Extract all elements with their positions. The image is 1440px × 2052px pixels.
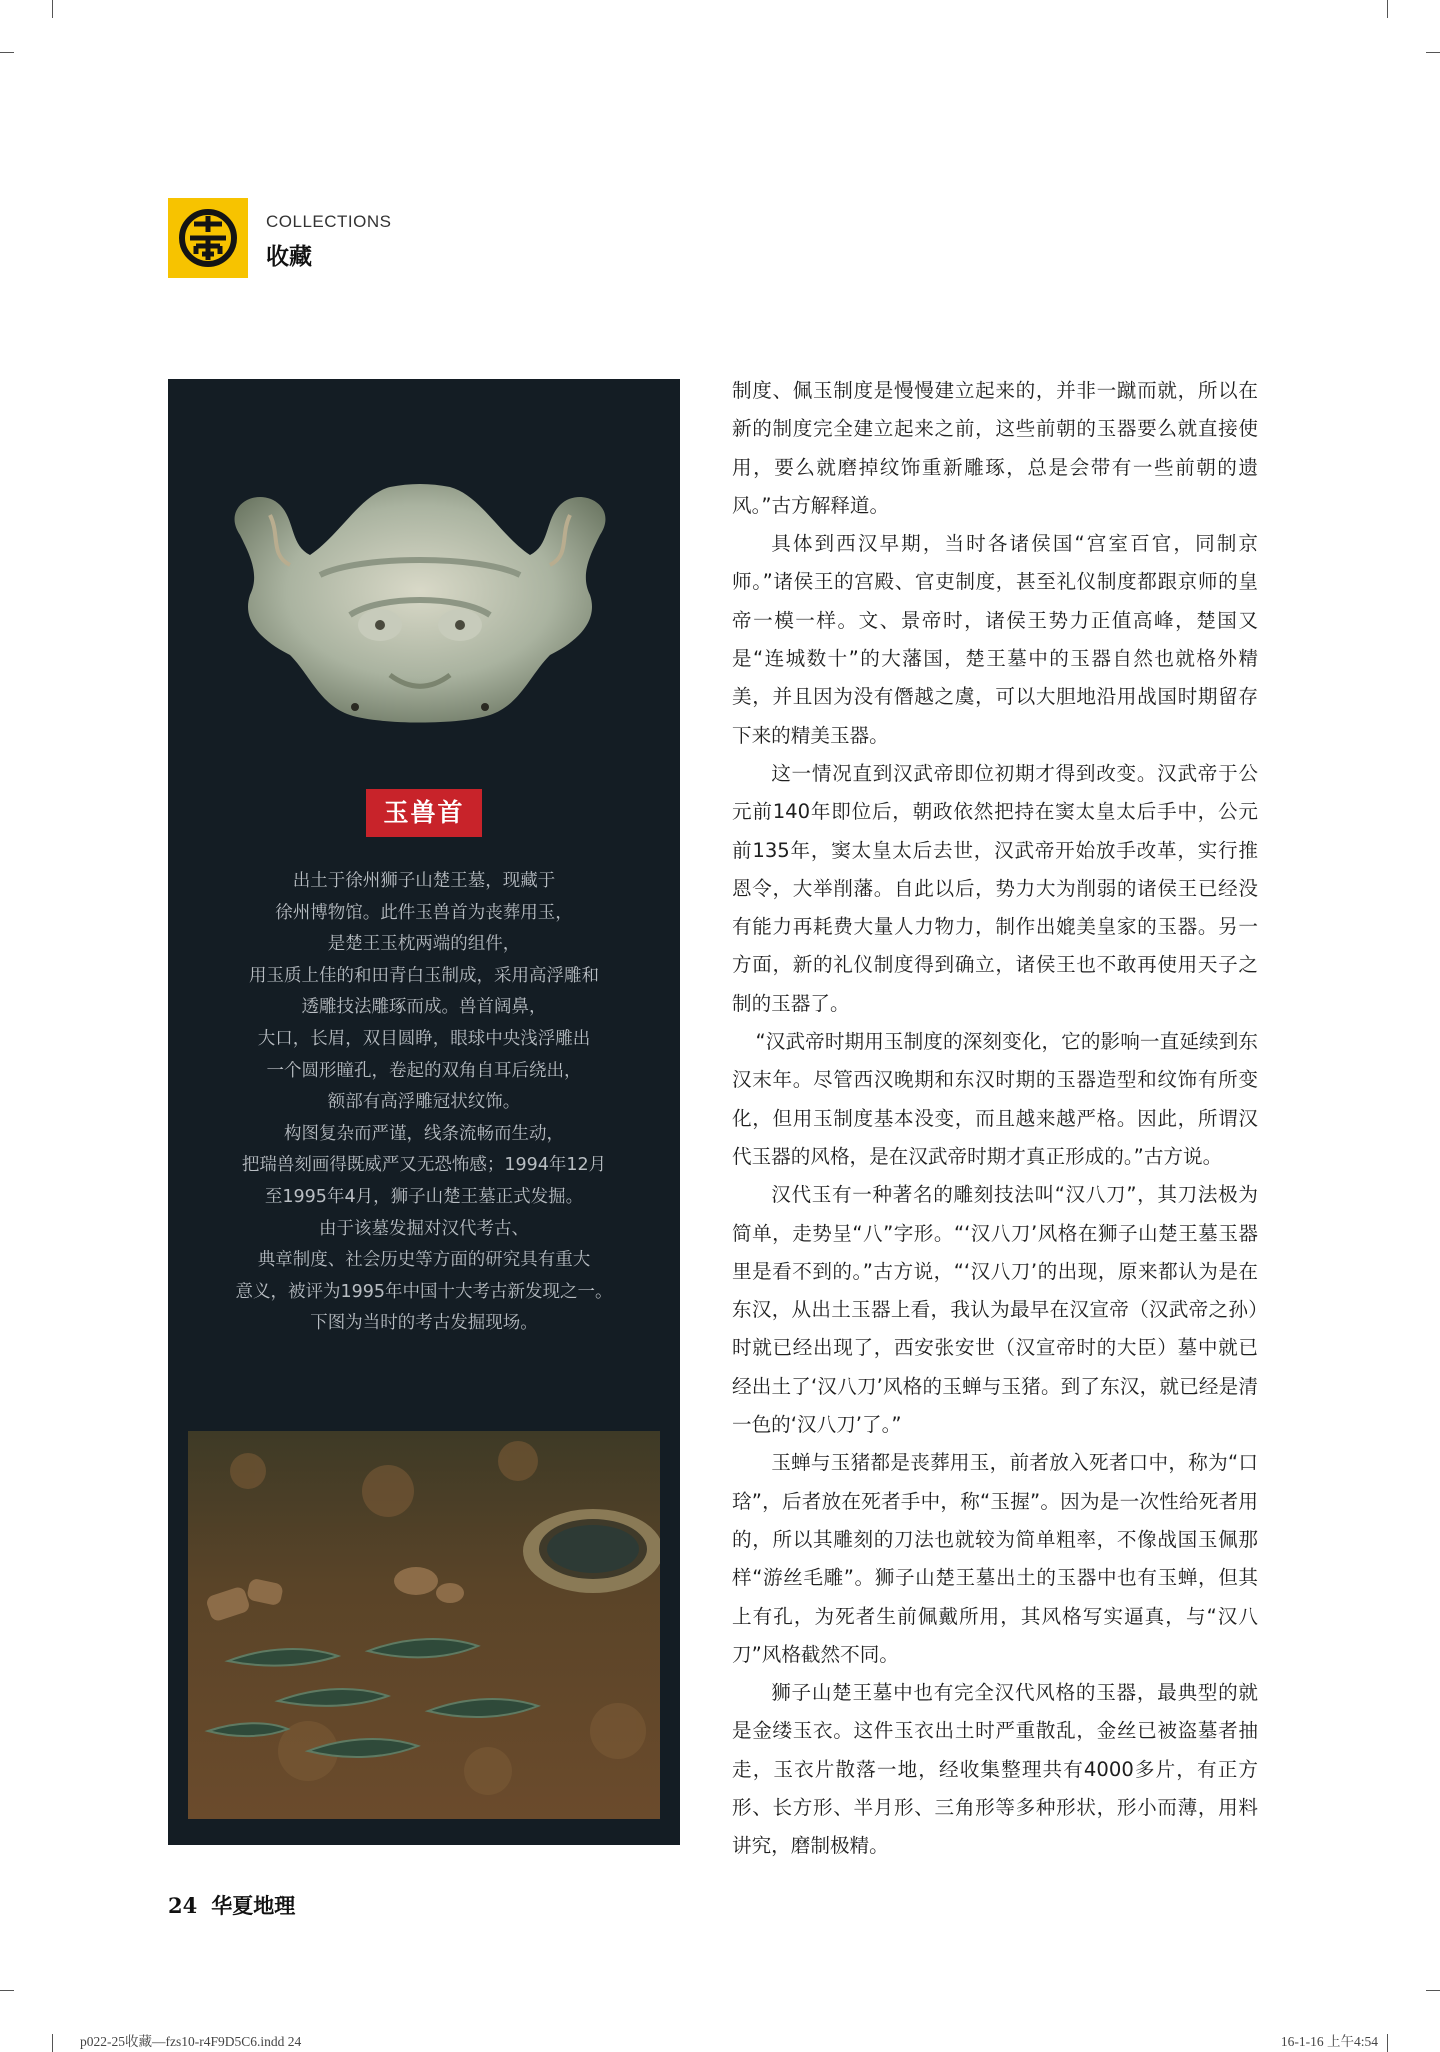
file-slug: p022-25收藏—fzs10-r4F9D5C6.indd 24: [80, 2034, 302, 2049]
caption-line: 把瑞兽刻画得既威严又无恐怖感；1994年12月: [241, 1155, 607, 1176]
artifact-caption: [188, 866, 660, 1340]
sidebar-panel: [168, 379, 680, 1845]
caption-line: 透雕技法雕琢而成。兽首阔鼻，: [301, 997, 547, 1018]
caption-line: 出土于徐州狮子山楚王墓，现藏于: [292, 871, 556, 891]
jade-beast-head-image: [200, 475, 640, 745]
shou-emblem-icon: [168, 198, 248, 278]
caption-line: 构图复杂而严谨，线条流畅而生动，: [284, 1123, 564, 1144]
crop-mark: [1387, 0, 1388, 18]
section-label-en: COLLECTIONS: [266, 212, 392, 231]
article-paragraph: 这一情况直到汉武帝即位初期才得到改变。汉武帝于公元前140年即位后，朝政依然把持在窦太皇太后手中，公元前135年，窦太皇太后去世，汉武帝开始放手改革，实行推恩令，大举削藩。自此以后，势力大为削弱的诸侯王已经没有能力再耗费大量人力物力，制作出媲美皇家的玉器。另一方面，新的礼仪制度得到确立，诸侯王也不敢再使用天子之制的玉器了。: [732, 761, 1258, 1015]
article-paragraph: “汉武帝时期用玉制度的深刻变化，它的影响一直延续到东汉末年。尽管西汉晚期和东汉时期的玉器造型和纹饰有所变化，但用玉制度基本没变，而且越来越严格。因此，所谓汉代玉器的风格，是在汉武帝时期才真正形成的。”古方说。: [732, 1030, 1258, 1168]
magazine-name: 华夏地理: [211, 1893, 296, 1918]
caption-line: 是楚王玉枕两端的组件，: [327, 934, 521, 955]
article-paragraph: 具体到西汉早期，当时各诸侯国“宫室百官，同制京师。”诸侯王的宫殿、官吏制度，甚至礼仪制度都跟京师的皇帝一模一样。文、景帝时，诸侯王势力正值高峰，楚国又是“连城数十”的大藩国，楚王墓中的玉器自然也就格外精美，并且因为没有僭越之虞，可以大胆地沿用战国时期留存下来的精美玉器。: [732, 532, 1258, 747]
article-paragraph: 狮子山楚王墓中也有完全汉代风格的玉器，最典型的就是金缕玉衣。这件玉衣出土时严重散乱，金丝已被盗墓者抽走，玉衣片散落一地，经收集整理共有4000多片，有正方形、长方形、半月形、三角形等多种形状，形小而薄，用料讲究，磨制极精。: [732, 1681, 1258, 1858]
article-paragraph: 汉代玉有一种著名的雕刻技法叫“汉八刀”，其刀法极为简单，走势呈“八”字形。“‘汉八刀’风格在狮子山楚王墓玉器里是看不到的。”古方说，“‘汉八刀’的出现，原来都认为是在东汉，从出土玉器上看，我认为最早在汉宣帝（汉武帝之孙）时就已经出现了，西安张安世（汉宣帝时的大臣）墓中就已经出土了‘汉八刀’风格的玉蝉与玉猪。到了东汉，就已经是清一色的‘汉八刀’了。”: [732, 1183, 1258, 1437]
page-folio: [168, 1890, 295, 1920]
crop-mark: [1387, 2034, 1388, 2052]
excavation-site-photo: [188, 1431, 660, 1819]
caption-line: 下图为当时的考古发掘现场。: [310, 1313, 538, 1334]
article-paragraph: 制度、佩玉制度是慢慢建立起来的，并非一蹴而就，所以在新的制度完全建立起来之前，这些前朝的玉器要么就直接使用，要么就磨掉纹饰重新雕琢，总是会带有一些前朝的遗风。”古方解释道。: [732, 379, 1258, 517]
crop-mark: [52, 0, 53, 18]
artifact-title-tag: 玉兽首: [366, 789, 482, 837]
crop-mark: [0, 52, 14, 53]
crop-mark: [1426, 52, 1440, 53]
article-paragraph: 玉蝉与玉猪都是丧葬用玉，前者放入死者口中，称为“口琀”，后者放在死者手中，称“玉握”。因为是一次性给死者用的，所以其雕刻的刀法也就较为简单粗率，不像战国玉佩那样“游丝毛雕”。狮子山楚王墓出土的玉器中也有玉蝉，但其上有孔，为死者生前佩戴所用，其风格写实逼真，与“汉八刀”风格截然不同。: [732, 1451, 1258, 1666]
caption-line: 用玉质上佳的和田青白玉制成，采用高浮雕和: [249, 965, 599, 986]
caption-line: 典章制度、社会历史等方面的研究具有重大: [257, 1250, 591, 1271]
caption-line: 大口，长眉，双目圆睁，眼球中央浅浮雕出: [257, 1028, 591, 1049]
caption-line: 额部有高浮雕冠状纹饰。: [327, 1092, 521, 1113]
crop-mark: [1426, 1990, 1440, 1991]
caption-line: 意义，被评为1995年中国十大考古新发现之一。: [235, 1281, 613, 1302]
page-number: 24: [168, 1893, 198, 1918]
crop-mark: [52, 2034, 53, 2052]
caption-line: 由于该墓发掘对汉代考古、: [319, 1218, 529, 1239]
caption-line: 徐州博物馆。此件玉兽首为丧葬用玉，: [275, 902, 573, 923]
crop-mark: [0, 1990, 14, 1991]
caption-line: 至1995年4月，狮子山楚王墓正式发掘。: [264, 1186, 584, 1207]
article-body: [732, 372, 1258, 1866]
caption-line: 一个圆形瞳孔，卷起的双角自耳后绕出，: [266, 1060, 582, 1081]
section-label-zh: 收藏: [266, 244, 312, 270]
date-slug: 16-1-16 上午4:54: [1280, 2034, 1378, 2049]
